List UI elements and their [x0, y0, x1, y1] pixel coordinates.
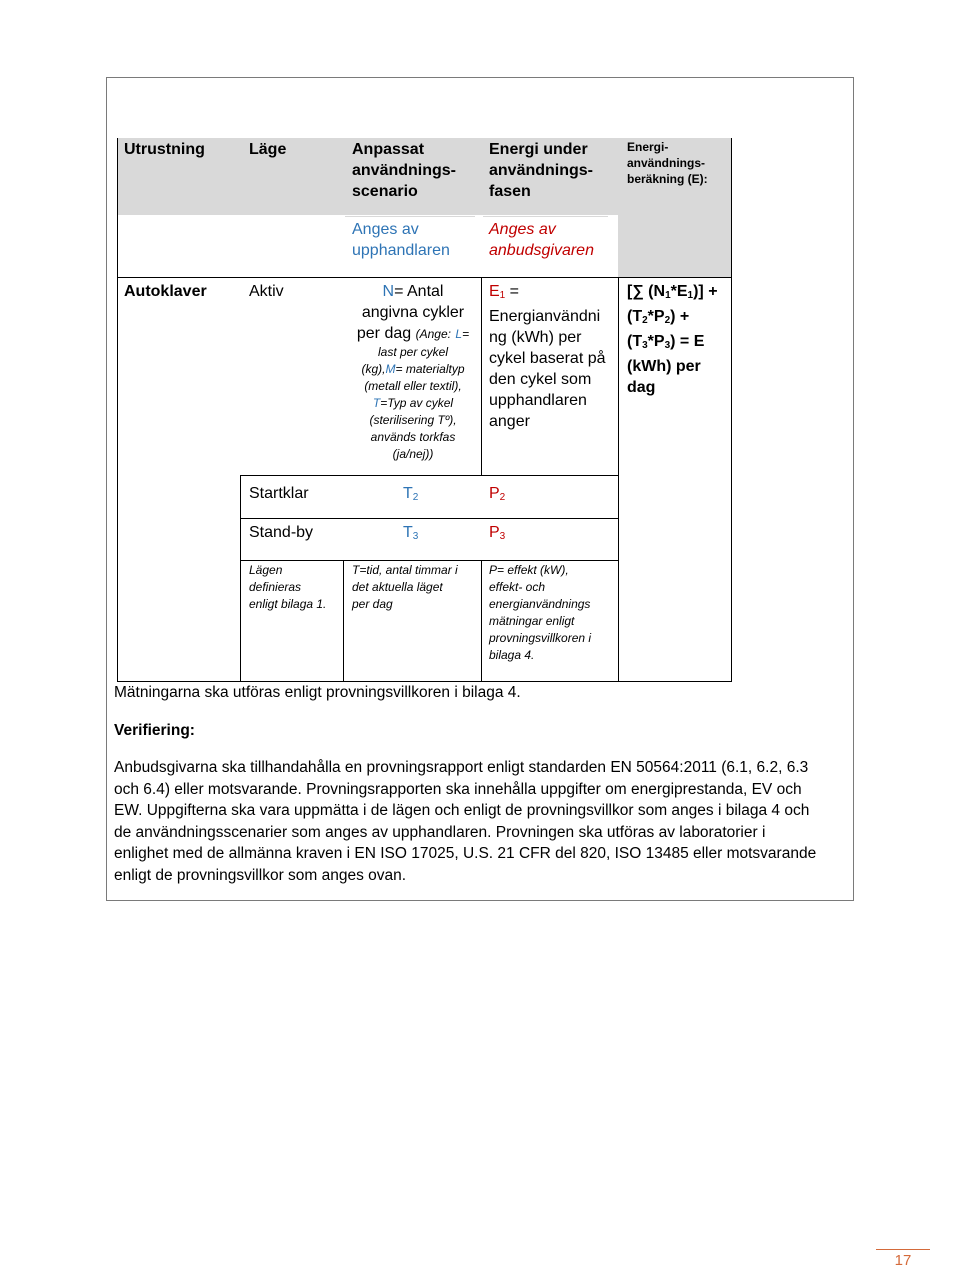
cell-startklar: Startklar — [249, 485, 309, 502]
measurement-note: Mätningarna ska utföras enligt provningsvillkoren i bilaga 4. — [114, 684, 521, 701]
cell-calc-formula: [∑ $(N_1*E_1)$] + $(T_2*P_2)$ + $(T_3*P_3) = E$ (kWh) per dag — [627, 283, 718, 396]
cell-energy-active: $E_1$ = Energianvändni ng (kWh) per cykel baserat på den cykel som upphandlaren anger — [489, 283, 606, 430]
subheader-upphandlaren: Anges av upphandlaren — [352, 221, 450, 259]
subheader-anbudsgivaren: Anges av anbudsgivaren — [489, 221, 594, 259]
header-scenario: Anpassat användnings- scenario — [352, 141, 457, 200]
header-berakning: Energi- användnings- beräkning (E): — [627, 140, 708, 186]
verification-heading: Verifiering: — [114, 722, 195, 739]
verification-body: Anbudsgivarna ska tillhandahålla en provningsrapport enligt standarden EN 50564:2011 (6.1, 6.2, 6.3 och 6.4) eller motsvarande. Provningsrapporten ska innehålla uppgifter om energiprestanda, EV och EW. Uppgifterna ska vara uppmätta i de lägen och enligt de provningsvillkor som anges i bilaga 4 och de användningsscenarier som anges av upphandlaren. Provningen ska utföras av laboratorier i enlighet med de allmänna kraven i EN ISO 17025, U.S. 21 CFR del 820, ISO 13485 eller motsvarande enligt de provningsvillkor som anges ovan. — [114, 759, 817, 884]
cell-p2: $P_2$ — [489, 485, 506, 503]
cell-aktiv: Aktiv — [249, 283, 284, 300]
cell-scenario-active: N= Antal angivna cykler per dag (Ange: L= last per cykel (kg),M= materialtyp (metall eller textil), T=Typ av cykel (sterilisering Tº), används torkfas (ja/nej)) — [356, 283, 470, 461]
cell-t2: $T_2$ — [403, 485, 419, 503]
table-subheader-col5-bg — [618, 215, 732, 277]
header-energi: Energi under användnings- fasen — [489, 141, 594, 200]
cell-t3: $T_3$ — [403, 524, 419, 542]
cell-standby: Stand-by — [249, 524, 314, 541]
page-number-rule — [876, 1249, 930, 1250]
page-number: 17 — [894, 1252, 912, 1269]
cell-notes-modes: Lägen definieras enligt bilaga 1. — [249, 563, 327, 611]
header-lage: Läge — [249, 141, 287, 158]
cell-notes-time: T=tid, antal timmar i det aktuella läget per dag — [352, 563, 458, 611]
cell-notes-power: P= effekt (kW), effekt- och energianvändnings mätningar enligt provningsvillkoren i bilaga 4. — [489, 563, 592, 662]
cell-p3: $P_3$ — [489, 524, 506, 542]
header-utrustning: Utrustning — [124, 141, 205, 158]
cell-autoklaver: Autoklaver — [124, 283, 207, 300]
